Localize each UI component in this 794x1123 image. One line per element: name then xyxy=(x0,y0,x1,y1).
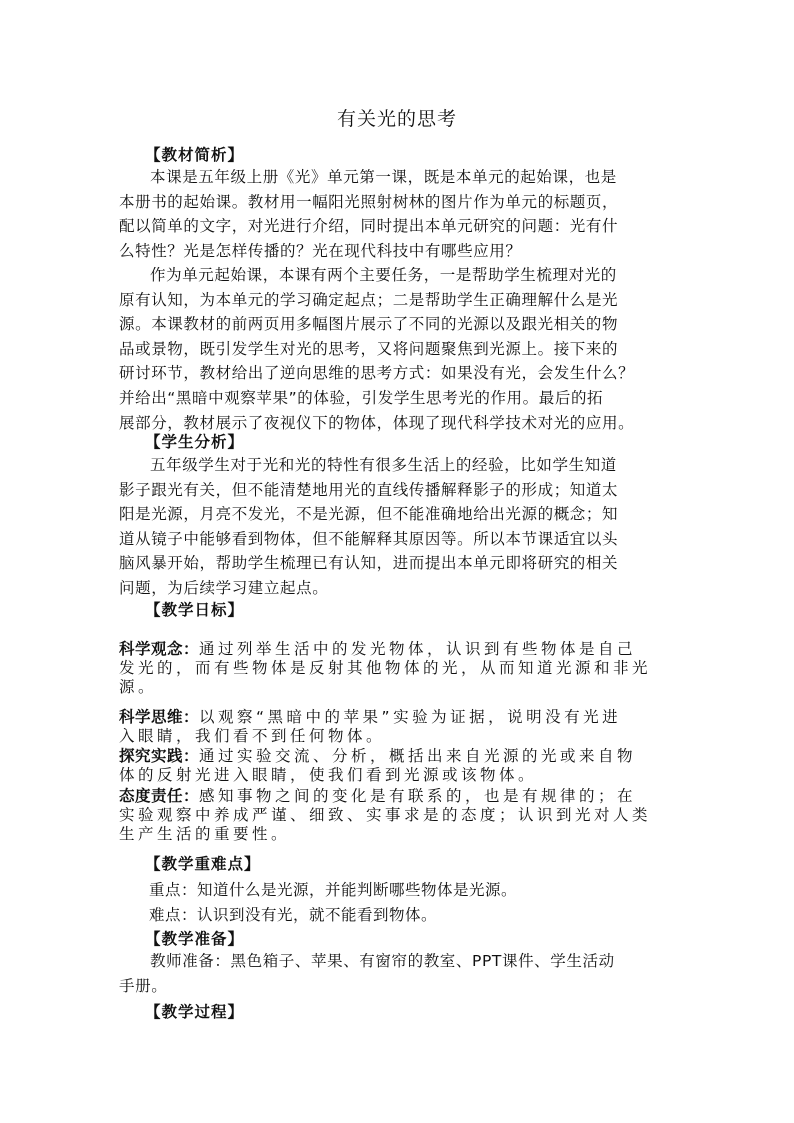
text-line: 作为单元起始课，本课有两个主要任务，一是帮助学生梳理对光的 xyxy=(150,266,617,284)
section-heading-prep: 【教学准备】 xyxy=(145,930,245,948)
text-line: 脑风暴开始，帮助学生梳理已有认知，进而提出本单元即将研究的相关 xyxy=(119,554,619,573)
paragraph-prep xyxy=(119,949,673,998)
text-line: 教师准备：黑色箱子、苹果、有窗帘的教室、PPT课件、学生活动 xyxy=(150,952,615,970)
section-heading-process: 【教学过程】 xyxy=(145,1003,245,1021)
text-line: 配以简单的文字，对光进行介绍，同时提出本单元研究的问题：光有什 xyxy=(119,217,619,236)
page-title: 有关光的思考 xyxy=(336,108,457,130)
paragraph-textbook-1 xyxy=(119,165,673,263)
text-line: 入眼睛，我们看不到任何物体。 xyxy=(119,727,386,745)
text-line: 品或景物，既引发学生对光的思考，又将问题聚焦到光源上。接下来的 xyxy=(119,339,619,358)
text-line: 以观察“黑暗中的苹果”实验为证据，说明没有光进 xyxy=(199,708,622,726)
text-line: 阳是光源，月亮不发光，不是光源，但不能准确地给出光源的概念；知 xyxy=(119,505,619,524)
text-line: 源。 xyxy=(119,678,158,696)
section-heading-students: 【学生分析】 xyxy=(145,433,245,451)
text-line: 道从镜子中能够看到物体，但不能解释其原因等。所以本节课适宜以头 xyxy=(119,529,619,548)
text-line: 五年级学生对于光和光的特性有很多生活上的经验，比如学生知道 xyxy=(150,456,617,474)
text-line: 生产生活的重要性。 xyxy=(119,825,291,843)
goal-item-attitude xyxy=(119,787,675,844)
text-line: 影子跟光有关，但不能清楚地用光的直线传播解释影子的形成；知道太 xyxy=(119,480,619,499)
text-line: 体的反射光进入眼睛，使我们看到光源或该物体。 xyxy=(119,766,538,784)
goal-item-thinking xyxy=(119,708,675,746)
text-line: 本课是五年级上册《光》单元第一课，既是本单元的起始课，也是 xyxy=(150,168,617,186)
goal-label: 科学观念： xyxy=(119,640,200,658)
text-line: 通过实验交流、分析，概括出来自光源的光或来自物 xyxy=(199,747,637,765)
goal-item-concept xyxy=(119,640,675,697)
text-line: 实验观察中养成严谨、细致、实事求是的态度；认识到光对人类 xyxy=(119,806,652,824)
text-line: 通过列举生活中的发光物体，认识到有些物体是自己 xyxy=(199,640,637,658)
text-line: 发光的，而有些物体是反射其他物体的光，从而知道光源和非光 xyxy=(119,659,652,677)
key-point-text: 重点：知道什么是光源，并能判断哪些物体是光源。 xyxy=(149,881,518,899)
goal-item-practice xyxy=(119,747,675,785)
text-line: 手册。 xyxy=(119,976,168,995)
text-line: 展部分，教材展示了夜视仪下的物体，体现了现代科学技术对光的应用。 xyxy=(119,413,635,432)
text-line: 并给出“黑暗中观察苹果”的体验，引发学生思考光的作用。最后的拓 xyxy=(119,388,604,407)
text-line: 本册书的起始课。教材用一幅阳光照射树林的图片作为单元的标题页， xyxy=(119,192,619,211)
section-heading-keypoints: 【教学重难点】 xyxy=(145,855,261,873)
section-heading-textbook: 【教材简析】 xyxy=(145,146,245,164)
goal-label: 探究实践： xyxy=(119,747,200,765)
goal-label: 态度责任： xyxy=(119,787,200,805)
difficult-point-text: 难点：认识到没有光，就不能看到物体。 xyxy=(149,906,438,924)
text-line: 感知事物之间的变化是有联系的，也是有规律的；在 xyxy=(199,787,637,805)
goal-label: 科学思维： xyxy=(119,708,200,726)
text-line: 源。本课教材的前两页用多幅图片展示了不同的光源以及跟光相关的物 xyxy=(119,315,619,334)
text-line: 原有认知，为本单元的学习确定起点；二是帮助学生正确理解什么是光 xyxy=(119,290,619,309)
paragraph-students xyxy=(119,453,673,601)
paragraph-textbook-2 xyxy=(119,263,673,435)
text-line: 研讨环节，教材给出了逆向思维的思考方式：如果没有光，会发生什么？ xyxy=(119,364,635,383)
section-heading-goals: 【教学日标】 xyxy=(145,601,245,619)
text-line: 么特性？光是怎样传播的？光在现代科技中有哪些应用？ xyxy=(119,241,522,260)
text-line: 问题，为后续学习建立起点。 xyxy=(119,578,329,597)
